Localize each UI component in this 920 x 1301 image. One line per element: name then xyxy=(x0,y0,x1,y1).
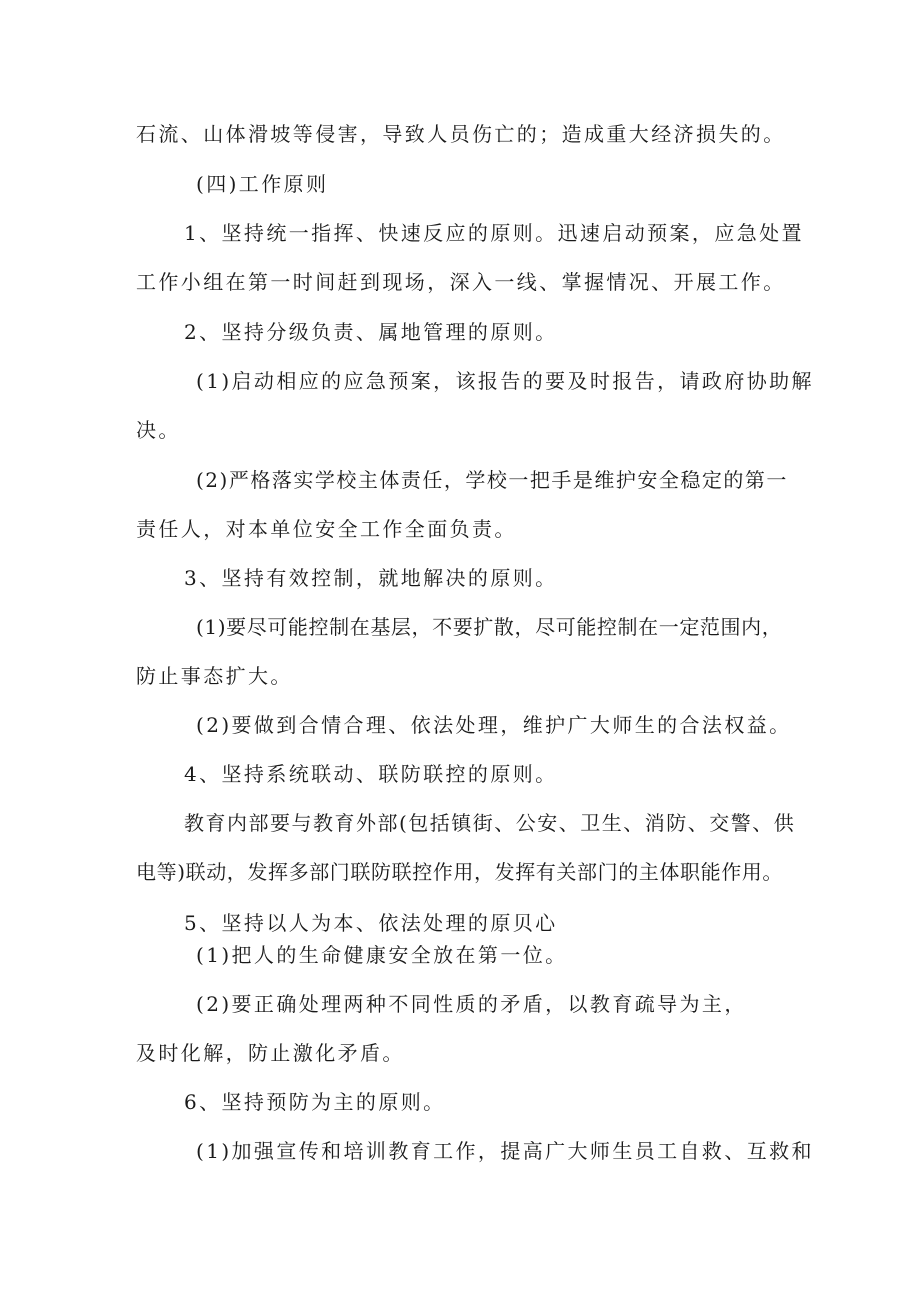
paragraph-line: 决。 xyxy=(136,418,181,442)
paragraph-line: 5、坚持以人为本、依法处理的原贝心 xyxy=(184,911,558,935)
paragraph-line: (2)要正确处理两种不同性质的矛盾，以教育疏导为主， xyxy=(196,992,747,1016)
paragraph-line: (1)加强宣传和培训教育工作，提高广大师生员工自救、互救和 xyxy=(196,1139,814,1163)
paragraph-line: 责任人，对本单位安全工作全面负责。 xyxy=(136,517,517,541)
paragraph-line: 工作小组在第一时间赶到现场，深入一线、掌握情况、开展工作。 xyxy=(136,270,786,294)
paragraph-line: 石流、山体滑坡等侵害，导致人员伤亡的；造成重大经济损失的。 xyxy=(136,122,786,146)
paragraph-line: 6、坚持预防为主的原则。 xyxy=(184,1090,446,1114)
paragraph-line: 1、坚持统一指挥、快速反应的原则。迅速启动预案，应急处置 xyxy=(184,221,804,245)
paragraph-line: 电等)联动，发挥多部门联防联控作用，发挥有关部门的主体职能作用。 xyxy=(136,860,784,884)
paragraph-line: 4、坚持系统联动、联防联控的原则。 xyxy=(184,762,558,786)
paragraph-line: 教育内部要与教育外部(包括镇街、公安、卫生、消防、交警、供 xyxy=(184,811,796,835)
paragraph-line: (2)要做到合情合理、依法处理，维护广大师生的合法权益。 xyxy=(196,713,792,737)
paragraph-line: 及时化解，防止激化矛盾。 xyxy=(136,1041,405,1065)
paragraph-line: 防止事态扩大。 xyxy=(136,664,293,688)
paragraph-line: 3、坚持有效控制，就地解决的原则。 xyxy=(184,566,558,590)
paragraph-line: 2、坚持分级负责、属地管理的原则。 xyxy=(184,320,558,344)
paragraph-line: (2)严格落实学校主体责任，学校一把手是维护安全稳定的第一 xyxy=(196,468,788,492)
paragraph-line: (1)把人的生命健康安全放在第一位。 xyxy=(196,943,568,967)
section-heading: (四)工作原则 xyxy=(196,172,329,196)
paragraph-line: (1)启动相应的应急预案，该报告的要及时报告，请政府协助解 xyxy=(196,369,814,393)
paragraph-line: (1)要尽可能控制在基层，不要扩散，尽可能控制在一定范围内， xyxy=(196,615,783,639)
